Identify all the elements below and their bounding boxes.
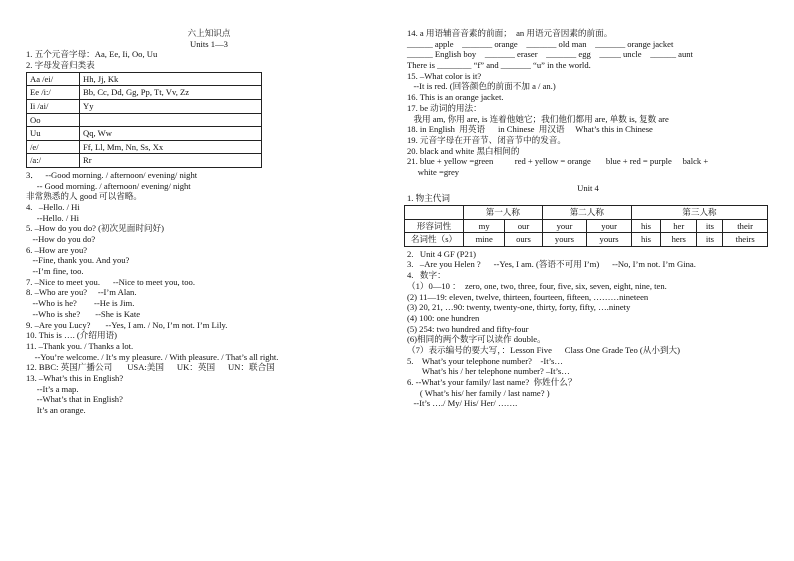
table-cell: your: [587, 219, 632, 233]
table-row: [27, 99, 262, 113]
note-line: What’s his / her telephone number? –It’s…: [407, 366, 570, 377]
note-line: (6)相同的两个数字可以读作 double。: [407, 334, 546, 345]
table-cell: Bb, Cc, Dd, Gg, Pp, Tt, Vv, Zz: [80, 86, 262, 100]
table-row: [27, 113, 262, 127]
note-line: 11. –Thank you. / Thanks a lot.: [26, 340, 134, 351]
note-line: --Who is he? --He is Jim.: [26, 298, 135, 309]
note-line: 3. –Are you Helen ? --Yes, I am. (答语不可用 I’m) --No, I’m not. I’m Gina.: [407, 259, 696, 270]
right-notes-bottom: [407, 249, 769, 409]
note-line: 4. –Hello. / Hi: [26, 201, 80, 212]
note-line: It’s an orange.: [26, 405, 86, 416]
note-line: ______ English boy _______ eraser _______ egg _____ uncle ______ aunt: [407, 49, 693, 60]
note-line: 14. a 用语辅音音素的前面； an 用语元音因素的前面。: [407, 28, 613, 38]
note-line: 9. –Are you Lucy? --Yes, I am. / No, I’m not. I’m Lily.: [26, 319, 228, 330]
note-line: 非常熟悉的人 good 可以省略。: [26, 191, 143, 202]
table-cell: 名词性（s）: [405, 233, 464, 247]
table-cell: /e/: [27, 140, 80, 154]
table-cell: Ee /i:/: [27, 86, 80, 100]
note-line: 12. BBC: 英国广播公司 USA:美国 UK：英国 UN：联合国: [26, 362, 275, 373]
note-line: ( What’s his/ her family / last name? ): [407, 387, 550, 398]
unit4-item-1: 1. 物主代词: [407, 193, 450, 204]
table-header-cell: [405, 206, 464, 220]
note-line: 5. –How do you do? (初次见面时问好): [26, 223, 164, 234]
table-cell: Ii /ai/: [27, 99, 80, 113]
note-line: 5. What’s your telephone number? -It’s…: [407, 355, 563, 366]
table-header-cell: 第二人称: [542, 206, 631, 220]
right-column: [407, 28, 769, 409]
item-2-heading: 2. 字母发音归类表: [26, 60, 95, 71]
table-cell: my: [464, 219, 505, 233]
note-line: --How do you do?: [26, 234, 96, 245]
table-header-row: [405, 206, 768, 220]
note-line: 8. –Who are you? --I’m Alan.: [26, 287, 137, 298]
letter-sound-table: [26, 72, 262, 168]
note-line: 16. This is an orange jacket.: [407, 92, 504, 103]
table-cell: theirs: [723, 233, 768, 247]
table-row: [27, 86, 262, 100]
note-line: --What’s that in English?: [26, 394, 123, 405]
note-line: --Fine, thank you. And you?: [26, 255, 130, 266]
right-notes-top: [407, 28, 769, 178]
note-line: （1）0—10 ： zero, one, two, three, four, five, six, seven, eight, nine, ten.: [407, 280, 667, 291]
table-header-cell: 第一人称: [464, 206, 543, 220]
table-row: [405, 233, 768, 247]
note-line: --Hello. / Hi: [26, 212, 79, 223]
note-line: ______ apple _______ orange _______ old man _______ orange jacket: [407, 38, 674, 49]
table-cell: [80, 113, 262, 127]
note-line: 7. –Nice to meet you. --Nice to meet you, too.: [26, 276, 195, 287]
table-cell: Hh, Jj, Kk: [80, 72, 262, 86]
table-cell: Aa /ei/: [27, 72, 80, 86]
note-line: 我用 am, 你用 are, is 连着他她它；我们他们都用 are, 单数 is, 复数 are: [407, 113, 669, 124]
note-line: --It’s a map.: [26, 383, 79, 394]
note-line: (3) 20, 21, …90: twenty, twenty-one, thirty, forty, fifty, ….ninety: [407, 302, 631, 313]
table-cell: Rr: [80, 154, 262, 168]
table-cell: our: [505, 219, 542, 233]
table-cell: Oo: [27, 113, 80, 127]
note-line: 3． --Good morning. / afternoon/ evening/ night: [26, 169, 198, 180]
note-line: 21. blue + yellow =green red + yellow = orange blue + red = purple balck +: [407, 156, 709, 167]
table-row: [405, 219, 768, 233]
note-line: 2. Unit 4 GF (P21): [407, 248, 476, 259]
table-cell: their: [723, 219, 768, 233]
note-line: There is ________ “f” and _______ “u” in the world.: [407, 60, 591, 71]
note-line: --It’s …./ My/ His/ Her/ …….: [407, 398, 518, 409]
table-header-cell: 第三人称: [631, 206, 767, 220]
table-row: [27, 127, 262, 141]
table-cell: 形容词性: [405, 219, 464, 233]
table-cell: its: [697, 233, 723, 247]
note-line: 18. in English 用英语 in Chinese 用汉语 What’s this in Chinese: [407, 124, 653, 135]
note-line: （7）表示编号的要大写，：Lesson Five Class One Grade Teo (从小到大): [407, 344, 681, 355]
note-line: --I’m fine, too.: [26, 266, 84, 277]
table-cell: Qq, Ww: [80, 127, 262, 141]
table-cell: his: [631, 233, 660, 247]
note-line: 6. –How are you?: [26, 244, 88, 255]
left-column: [26, 28, 392, 416]
table-cell: his: [631, 219, 660, 233]
table-row: [27, 154, 262, 168]
note-line: white =grey: [407, 166, 460, 177]
note-line: -- Good morning. / afternoon/ evening/ night: [26, 180, 191, 191]
note-line: (4) 100: one hundren: [407, 312, 480, 323]
table-cell: her: [661, 219, 697, 233]
note-line: --It is red. (回答颜色的前面不加 a / an.): [407, 81, 556, 92]
table-row: [27, 72, 262, 86]
note-line: 13. –What’s this in English?: [26, 372, 124, 383]
table-row: [27, 140, 262, 154]
note-line: 20. black and white 黑白相间的: [407, 145, 520, 156]
note-line: (2) 11—19: eleven, twelve, thirteen, fourteen, fifteen, ………nineteen: [407, 291, 649, 302]
item-1-vowels: 1. 五个元音字母：Aa, Ee, Ii, Oo, Uu: [26, 49, 158, 60]
table-cell: mine: [464, 233, 505, 247]
note-line: 4. 数字：: [407, 270, 446, 281]
left-notes: [26, 170, 392, 416]
table-cell: ours: [505, 233, 542, 247]
note-line: 10. This is …. (介绍用语): [26, 330, 118, 341]
table-cell: its: [697, 219, 723, 233]
note-line: --You’re welcome. / It’s my pleasure. / With pleasure. / That’s all right.: [26, 351, 279, 362]
note-line: (5) 254: two hundred and fifty-four: [407, 323, 529, 334]
table-cell: your: [542, 219, 587, 233]
table-cell: Yy: [80, 99, 262, 113]
table-cell: /a:/: [27, 154, 80, 168]
table-cell: Ff, Ll, Mm, Nn, Ss, Xx: [80, 140, 262, 154]
table-cell: hers: [661, 233, 697, 247]
units-subtitle: Units 1—3: [190, 38, 228, 49]
table-cell: yours: [542, 233, 587, 247]
note-line: 19. 元音字母在开音节、闭音节中的发音。: [407, 134, 566, 145]
unit4-title: Unit 4: [577, 182, 599, 193]
table-cell: yours: [587, 233, 632, 247]
page-title: 六上知识点: [187, 28, 231, 38]
note-line: --Who is she? --She is Kate: [26, 308, 141, 319]
possessive-pronoun-table: [404, 205, 768, 247]
note-line: 15. –What color is it?: [407, 70, 482, 81]
note-line: 6. --What’s your family/ last name? 你姓什么？: [407, 377, 577, 388]
note-line: 17. be 动词的用法：: [407, 102, 482, 113]
table-cell: Uu: [27, 127, 80, 141]
